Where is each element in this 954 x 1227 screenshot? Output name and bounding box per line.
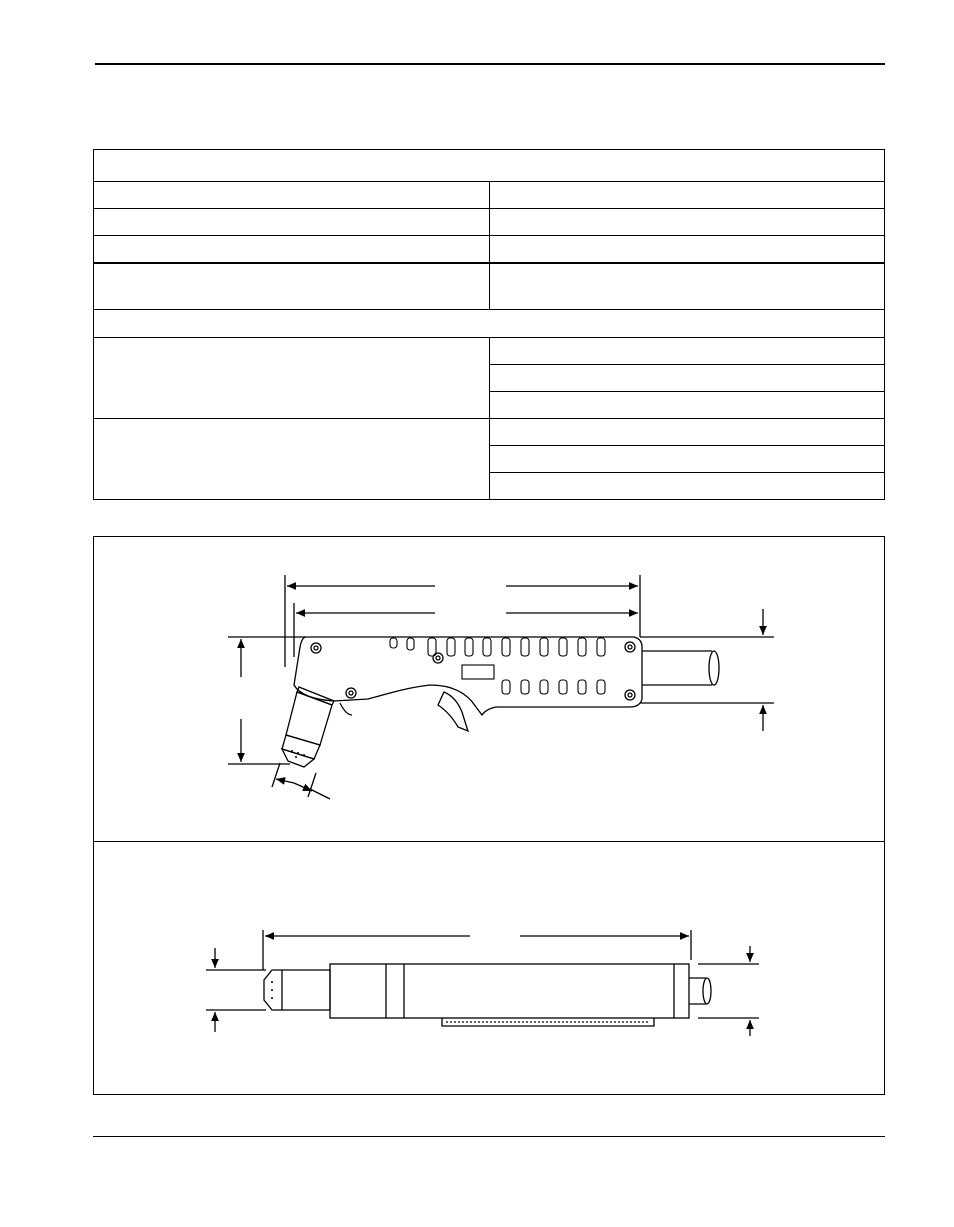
footer-rule [93, 1136, 885, 1137]
hand-torch-top-view-icon [94, 842, 884, 1094]
table-cell [489, 236, 885, 263]
table-cell [489, 392, 885, 419]
table-cell [94, 236, 490, 263]
table-cell [489, 338, 885, 365]
table-cell [489, 419, 885, 446]
torch-specification-table [93, 149, 885, 500]
table-row [94, 209, 885, 236]
torch-side-view-figure [93, 536, 885, 842]
table-group-label-cell [94, 338, 490, 419]
table-header-cell [94, 150, 885, 182]
table-row [94, 419, 885, 446]
table-cell [489, 365, 885, 392]
table-header-row [94, 150, 885, 182]
table-row [94, 236, 885, 263]
table-cell [94, 263, 490, 310]
hand-torch-side-view-icon [94, 537, 884, 841]
header-rule [95, 63, 885, 65]
table-row [94, 182, 885, 209]
table-cell [489, 446, 885, 473]
table-group-label-cell [94, 419, 490, 500]
torch-top-view-figure [93, 841, 885, 1095]
table-section-row [94, 310, 885, 338]
table-section-cell [94, 310, 885, 338]
table-cell [489, 263, 885, 310]
table-row [94, 338, 885, 365]
table-cell [489, 473, 885, 500]
table-cell [489, 182, 885, 209]
table-row [94, 263, 885, 310]
table-cell [94, 209, 490, 236]
table-cell [94, 182, 490, 209]
table-cell [489, 209, 885, 236]
